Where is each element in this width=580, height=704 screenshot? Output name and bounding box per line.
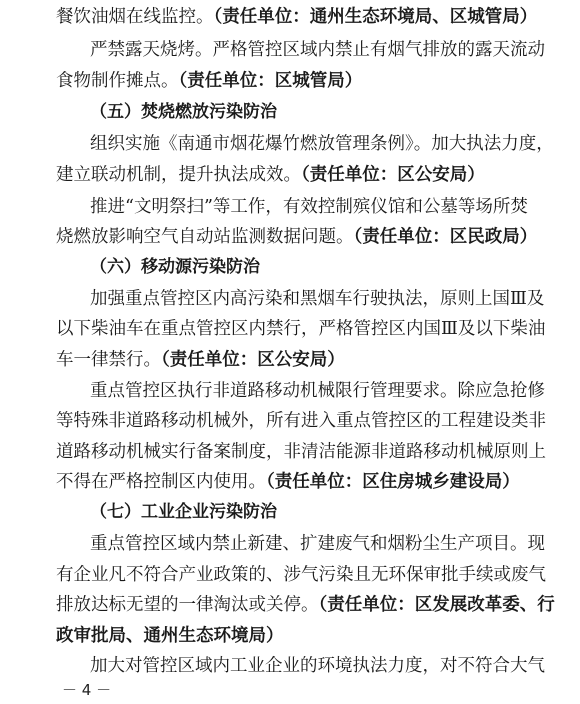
text-line-19: 有企业凡不符合产业政策的、涉气污染且无环保审批手续或废气 bbox=[56, 565, 546, 585]
text-line-15: 道路移动机械实行备案制度，非清洁能源非道路移动机械原则上 bbox=[56, 442, 546, 462]
text-line-7: 推进“文明祭扫”等工作，有效控制殡仪馆和公墓等场所焚 bbox=[90, 197, 528, 217]
text-line-5: 组织实施《南通市烟花爆竹燃放管理条例》。加大执法力度， bbox=[90, 134, 554, 154]
page-number: － 4 － bbox=[62, 681, 112, 699]
section-heading-6: （六）移动源污染防治 bbox=[90, 257, 260, 277]
text-line-14: 等特殊非道路移动机械外，所有进入重点管控区的工程建设类非 bbox=[56, 411, 546, 431]
text-line-22: 加大对管控区域内工业企业的环境执法力度，对不符合大气 bbox=[90, 656, 545, 676]
text-line-20: 排放达标无望的一律淘汰或关停。（责任单位：区发展改革委、行 bbox=[56, 595, 555, 615]
text-line-10: 加强重点管控区内高污染和黑烟车行驶执法，原则上国Ⅲ及 bbox=[90, 289, 545, 309]
text-line-6: 建立联动机制，提升执法成效。（责任单位：区公安局） bbox=[56, 165, 485, 185]
text-line-1: 餐饮油烟在线监控。（责任单位：通州生态环境局、区城管局） bbox=[56, 7, 538, 27]
text-line-8: 烧燃放影响空气自动站监测数据问题。（责任单位：区民政局） bbox=[56, 227, 538, 247]
text-line-21: 政审批局、通州生态环境局） bbox=[56, 626, 284, 646]
section-heading-5: （五）焚烧燃放污染防治 bbox=[90, 102, 277, 122]
section-heading-7: （七）工业企业污染防治 bbox=[90, 502, 277, 522]
text-line-3: 食物制作摊点。（责任单位：区城管局） bbox=[56, 71, 363, 91]
text-line-11: 以下柴油车在重点管控区内禁行，严格管控区内国Ⅲ及以下柴油 bbox=[56, 319, 546, 339]
text-line-2: 严禁露天烧烤。严格管控区域内禁止有烟气排放的露天流动 bbox=[90, 40, 545, 60]
text-line-12: 车一律禁行。（责任单位：区公安局） bbox=[56, 350, 345, 370]
text-line-16: 不得在严格控制区内使用。（责任单位：区住房城乡建设局） bbox=[56, 472, 520, 492]
text-line-13: 重点管控区执行非道路移动机械限行管理要求。除应急抢修 bbox=[90, 381, 545, 401]
text-line-18: 重点管控区域内禁止新建、扩建废气和烟粉尘生产项目。现 bbox=[90, 534, 545, 554]
